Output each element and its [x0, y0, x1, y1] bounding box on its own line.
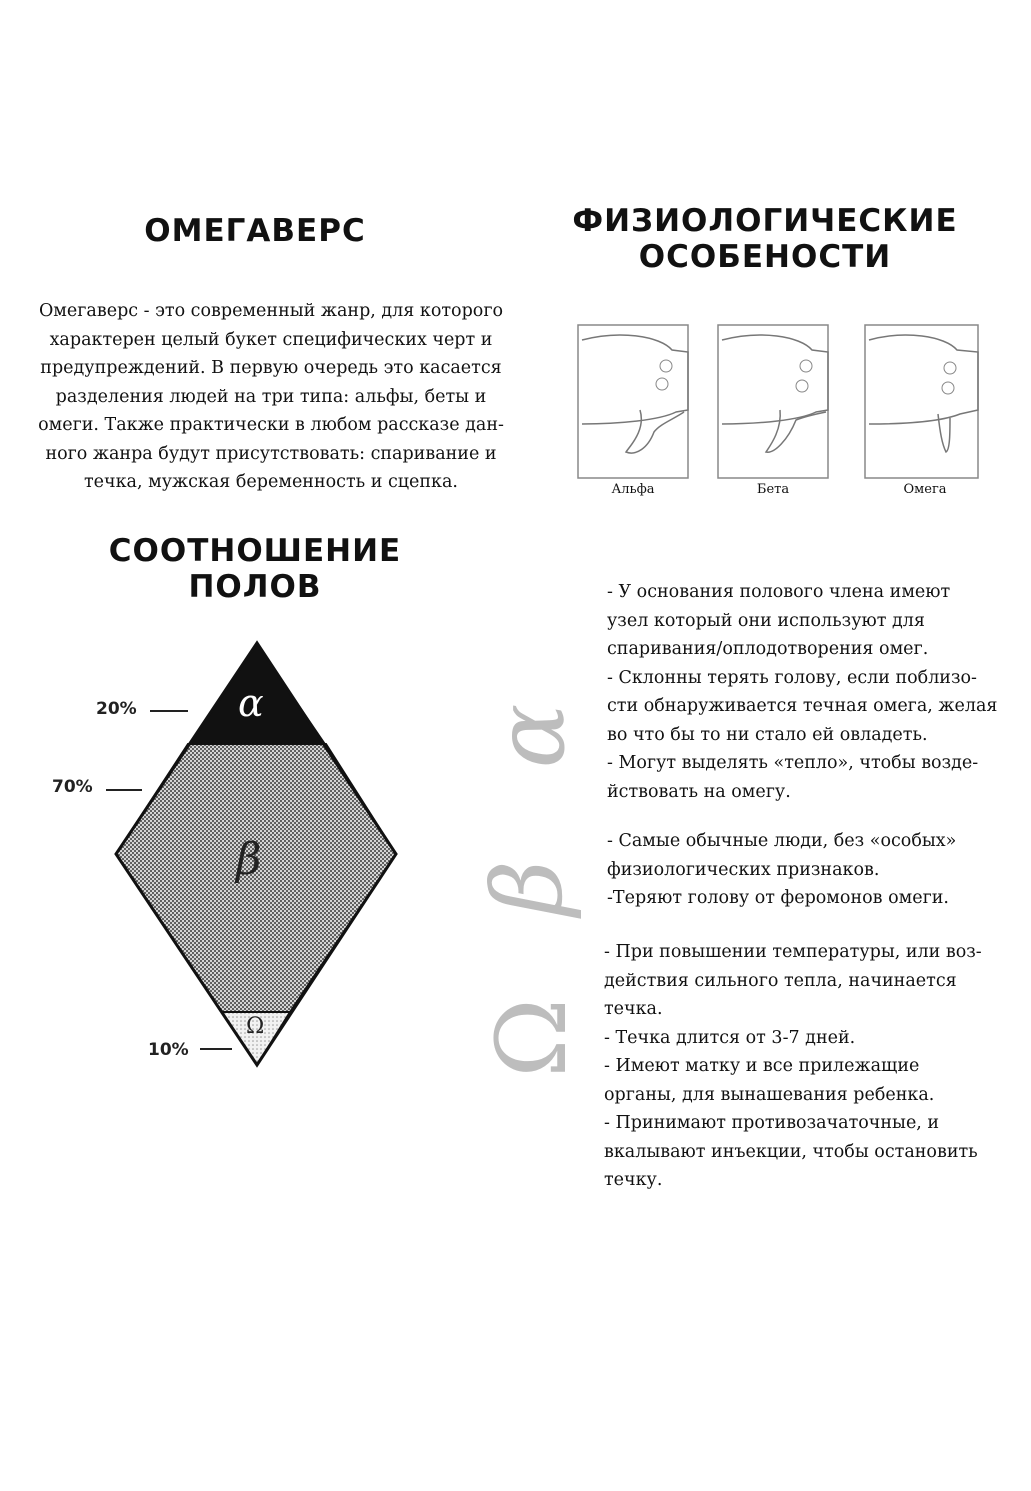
illustration-omega [865, 325, 978, 478]
omega-trait-line: течку. [604, 1170, 663, 1190]
omega-trait-line: - Течка длится от 3-7 дней. [604, 1027, 856, 1048]
omega-symbol: Ω [246, 1014, 265, 1039]
beta-percent-label: 70% [52, 777, 93, 797]
ratio-title-line1: СООТНОШЕНИЕ [108, 533, 402, 569]
omega-trait-line: - Принимают противозачаточные, и [604, 1113, 940, 1133]
omegaverse-intro [22, 297, 520, 497]
physiology-title-line1: ФИЗИОЛОГИЧЕСКИЕ [572, 203, 958, 239]
side-omega-glyph: Ω [475, 998, 588, 1078]
physiology-title [560, 203, 970, 275]
alpha-traits [607, 578, 1017, 806]
illustration-alpha [578, 325, 688, 478]
alpha-trait-line: спаривания/оплодотворения омег. [607, 639, 929, 659]
alpha-trait-line: сти обнаруживается течная омега, желая [607, 696, 998, 716]
omega-trait-line: органы, для вынашевания ребенка. [604, 1084, 935, 1105]
alpha-trait-line: - У основания полового члена имеют [607, 582, 951, 602]
alpha-percent-label: 20% [96, 699, 137, 719]
beta-trait-line: - Самые обычные люди, без «особых» [607, 831, 957, 851]
alpha-symbol: α [238, 681, 264, 725]
alpha-trait-line: во что бы то ни стало ей овладеть. [607, 724, 928, 745]
alpha-trait-line: йствовать на омегу. [607, 781, 791, 802]
side-alpha-glyph: α [474, 703, 587, 769]
intro-line: характерен целый букет специфических черт и [49, 329, 493, 350]
beta-trait-line: -Теряют голову от феромонов омеги. [607, 888, 949, 908]
intro-line: ного жанра будут присутствовать: спаривание и [45, 443, 497, 464]
intro-line: разделения людей на три типа: альфы, беты и [55, 386, 487, 407]
omega-trait-line: вкалывают инъекции, чтобы остановить [604, 1141, 978, 1162]
alpha-trait-line: - Могут выделять «тепло», чтобы возде- [607, 753, 979, 773]
intro-line: предупреждений. В первую очередь это касается [40, 358, 502, 378]
omega-trait-line: действия сильного тепла, начинается [604, 970, 957, 991]
caption-beta: Бета [756, 482, 790, 497]
alpha-trait-line: - Склонны терять голову, если поблизо- [607, 667, 977, 688]
ratio-title-line2: ПОЛОВ [188, 569, 322, 605]
omega-trait-line: течка. [604, 999, 663, 1019]
physiology-title-line2: ОСОБЕНОСТИ [638, 239, 892, 275]
beta-trait-line: физиологических признаков. [607, 859, 880, 880]
caption-alpha: Альфа [611, 482, 655, 497]
omega-trait-line: - При повышении температуры, или воз- [604, 942, 982, 962]
beta-traits [607, 827, 1017, 913]
omega-percent-label: 10% [148, 1040, 189, 1060]
omega-trait-line: - Имеют матку и все прилежащие [604, 1056, 920, 1076]
caption-omega: Омега [903, 482, 947, 497]
illustration-beta [718, 325, 828, 478]
side-beta-glyph: β [471, 860, 584, 916]
omegaverse-title: ОМЕГАВЕРС [144, 213, 366, 249]
alpha-trait-line: узел который они используют для [607, 610, 925, 631]
ratio-title [90, 533, 420, 605]
omega-traits [604, 938, 1014, 1195]
intro-line: течка, мужская беременность и сцепка. [84, 472, 458, 492]
beta-symbol: β [236, 834, 262, 885]
intro-line: омеги. Также практически в любом рассказе дан- [38, 415, 504, 435]
intro-line: Омегаверс - это современный жанр, для которого [38, 301, 504, 321]
